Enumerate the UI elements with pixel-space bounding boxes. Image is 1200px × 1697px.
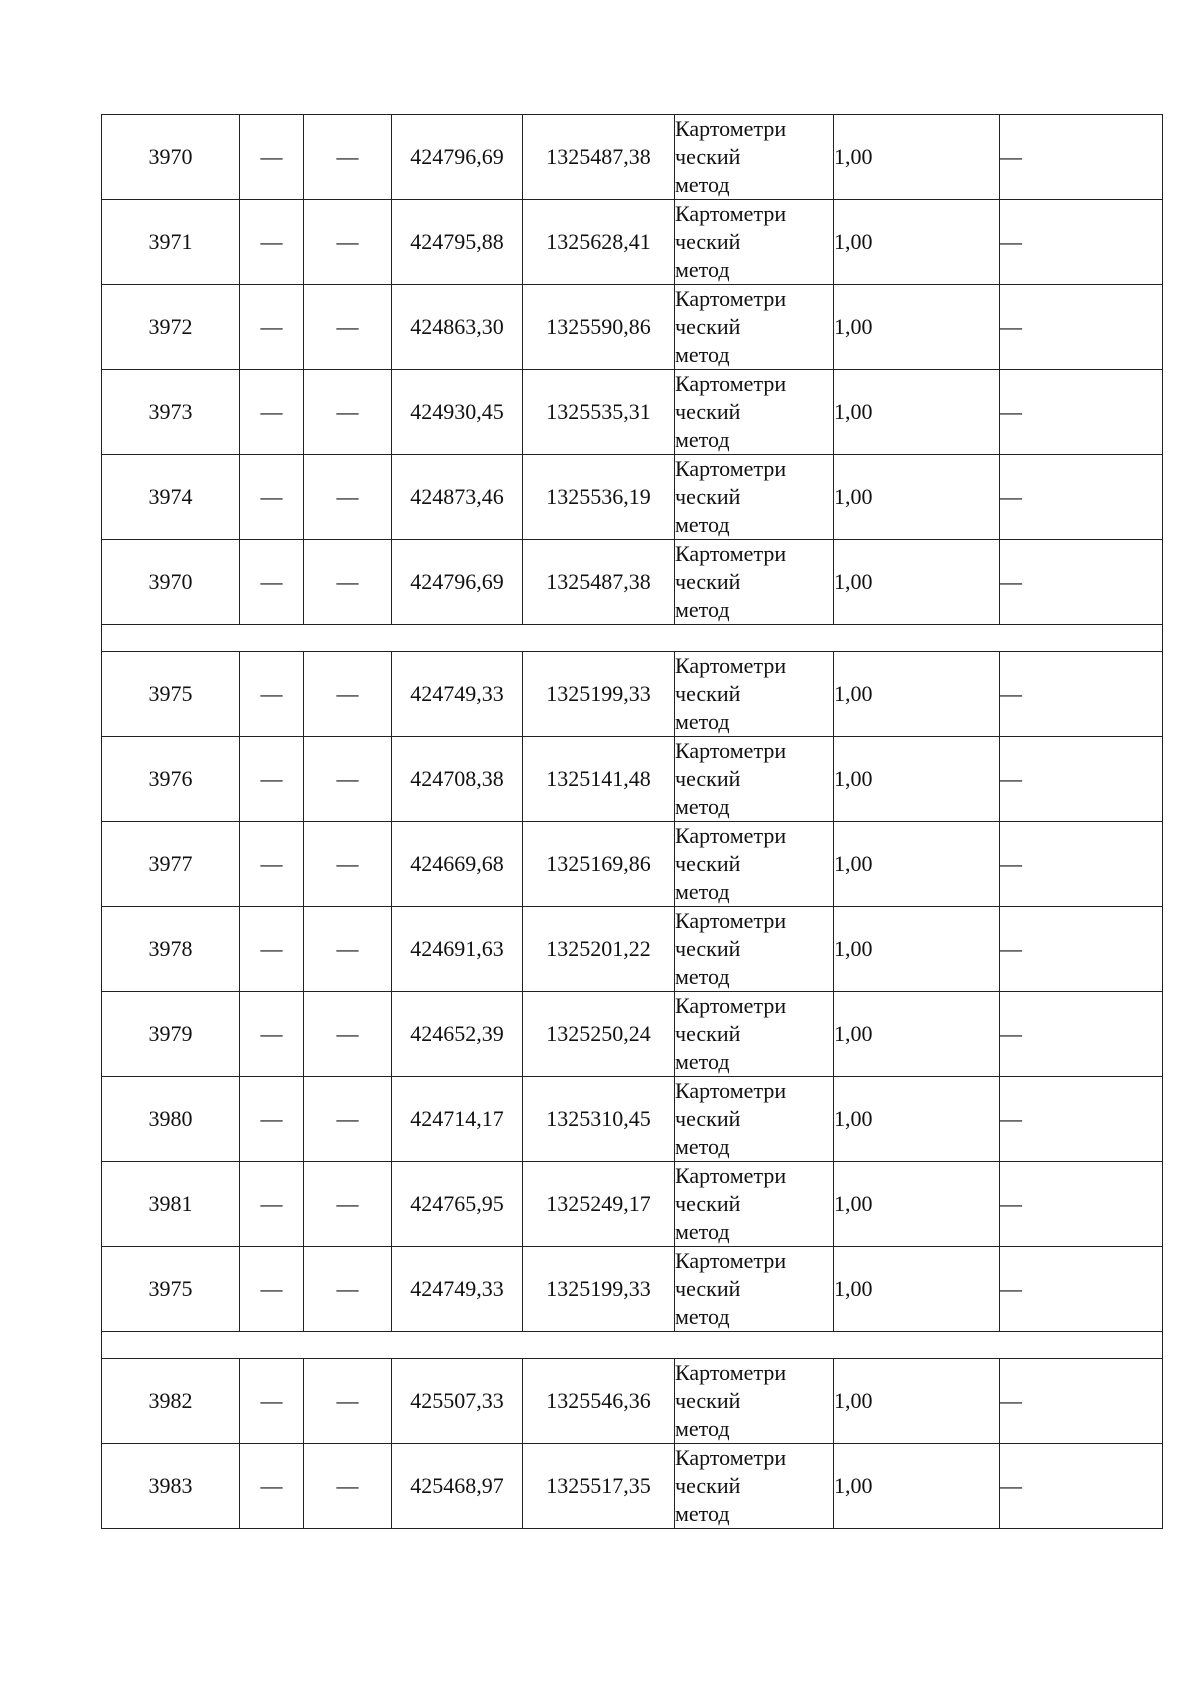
empty-cell bbox=[304, 285, 392, 370]
table-row bbox=[102, 200, 1163, 285]
y-text: 1325487,38 bbox=[546, 144, 651, 169]
dash-text: — bbox=[1000, 681, 1022, 706]
y-coordinate-cell bbox=[523, 540, 675, 625]
empty-cell bbox=[1000, 285, 1163, 370]
dash-text: — bbox=[1000, 766, 1022, 791]
empty-cell bbox=[1000, 1444, 1163, 1529]
accuracy-text: 1,00 bbox=[834, 399, 873, 424]
dash-text: — bbox=[1000, 851, 1022, 876]
dash-text: — bbox=[336, 1276, 359, 1301]
point-number-cell bbox=[102, 652, 240, 737]
dash-text: — bbox=[260, 399, 283, 424]
empty-cell bbox=[1000, 540, 1163, 625]
method-text: Картометри ческий метод bbox=[675, 371, 787, 452]
x-coordinate-cell bbox=[392, 1359, 523, 1444]
y-text: 1325546,36 bbox=[546, 1388, 651, 1413]
dash-text: — bbox=[336, 229, 359, 254]
x-text: 424796,69 bbox=[410, 144, 504, 169]
x-text: 424863,30 bbox=[410, 314, 504, 339]
dash-text: — bbox=[260, 229, 283, 254]
accuracy-text: 1,00 bbox=[834, 1106, 873, 1131]
accuracy-text: 1,00 bbox=[834, 144, 873, 169]
method-text: Картометри ческий метод bbox=[675, 1360, 787, 1441]
table-row bbox=[102, 455, 1163, 540]
x-coordinate-cell bbox=[392, 540, 523, 625]
x-text: 424749,33 bbox=[410, 681, 504, 706]
accuracy-cell bbox=[834, 200, 1000, 285]
x-text: 424691,63 bbox=[410, 936, 504, 961]
table-row bbox=[102, 652, 1163, 737]
method-text: Картометри ческий метод bbox=[675, 1445, 787, 1526]
accuracy-text: 1,00 bbox=[834, 1388, 873, 1413]
dash-text: — bbox=[260, 1473, 283, 1498]
dash-text: — bbox=[1000, 1388, 1022, 1413]
x-text: 425507,33 bbox=[410, 1388, 504, 1413]
empty-cell bbox=[240, 1444, 304, 1529]
method-text: Картометри ческий метод bbox=[675, 286, 787, 367]
table-row bbox=[102, 285, 1163, 370]
y-coordinate-cell bbox=[523, 200, 675, 285]
empty-cell bbox=[1000, 822, 1163, 907]
accuracy-text: 1,00 bbox=[834, 484, 873, 509]
empty-cell bbox=[1000, 115, 1163, 200]
y-coordinate-cell bbox=[523, 737, 675, 822]
y-text: 1325535,31 bbox=[546, 399, 651, 424]
y-text: 1325199,33 bbox=[546, 1276, 651, 1301]
dash-text: — bbox=[336, 399, 359, 424]
num-text: 3975 bbox=[148, 1276, 193, 1301]
table-row bbox=[102, 737, 1163, 822]
dash-text: — bbox=[260, 569, 283, 594]
dash-text: — bbox=[260, 1276, 283, 1301]
y-coordinate-cell bbox=[523, 1359, 675, 1444]
dash-text: — bbox=[336, 484, 359, 509]
y-coordinate-cell bbox=[523, 1444, 675, 1529]
empty-cell bbox=[304, 370, 392, 455]
dash-text: — bbox=[336, 936, 359, 961]
method-cell bbox=[675, 285, 834, 370]
method-text: Картометри ческий метод bbox=[675, 1248, 787, 1329]
empty-cell bbox=[304, 115, 392, 200]
method-cell bbox=[675, 737, 834, 822]
dash-text: — bbox=[260, 1388, 283, 1413]
point-number-cell bbox=[102, 285, 240, 370]
num-text: 3971 bbox=[148, 229, 193, 254]
dash-text: — bbox=[1000, 229, 1022, 254]
y-text: 1325169,86 bbox=[546, 851, 651, 876]
empty-cell bbox=[1000, 907, 1163, 992]
empty-cell bbox=[1000, 1162, 1163, 1247]
x-text: 424749,33 bbox=[410, 1276, 504, 1301]
dash-text: — bbox=[1000, 1021, 1022, 1046]
accuracy-text: 1,00 bbox=[834, 569, 873, 594]
y-coordinate-cell bbox=[523, 455, 675, 540]
dash-text: — bbox=[336, 569, 359, 594]
point-number-cell bbox=[102, 737, 240, 822]
dash-text: — bbox=[260, 1021, 283, 1046]
y-text: 1325249,17 bbox=[546, 1191, 651, 1216]
x-coordinate-cell bbox=[392, 115, 523, 200]
point-number-cell bbox=[102, 115, 240, 200]
empty-cell bbox=[240, 1247, 304, 1332]
coordinates-table bbox=[101, 114, 1163, 1529]
x-text: 424669,68 bbox=[410, 851, 504, 876]
x-text: 424714,17 bbox=[410, 1106, 504, 1131]
y-coordinate-cell bbox=[523, 822, 675, 907]
empty-cell bbox=[1000, 1077, 1163, 1162]
y-text: 1325201,22 bbox=[546, 936, 651, 961]
empty-cell bbox=[240, 652, 304, 737]
dash-text: — bbox=[1000, 569, 1022, 594]
dash-text: — bbox=[1000, 936, 1022, 961]
dash-text: — bbox=[260, 1191, 283, 1216]
x-text: 424765,95 bbox=[410, 1191, 504, 1216]
accuracy-text: 1,00 bbox=[834, 229, 873, 254]
table-row bbox=[102, 1359, 1163, 1444]
accuracy-cell bbox=[834, 285, 1000, 370]
dash-text: — bbox=[260, 681, 283, 706]
table-row bbox=[102, 992, 1163, 1077]
table-row bbox=[102, 1162, 1163, 1247]
y-coordinate-cell bbox=[523, 992, 675, 1077]
method-cell bbox=[675, 1247, 834, 1332]
empty-cell bbox=[304, 540, 392, 625]
empty-cell bbox=[1000, 1247, 1163, 1332]
y-text: 1325199,33 bbox=[546, 681, 651, 706]
accuracy-cell bbox=[834, 115, 1000, 200]
dash-text: — bbox=[1000, 1473, 1022, 1498]
empty-cell bbox=[240, 370, 304, 455]
method-cell bbox=[675, 1444, 834, 1529]
method-text: Картометри ческий метод bbox=[675, 1078, 787, 1159]
empty-cell bbox=[304, 652, 392, 737]
method-text: Картометри ческий метод bbox=[675, 201, 787, 282]
point-number-cell bbox=[102, 370, 240, 455]
num-text: 3970 bbox=[148, 144, 193, 169]
dash-text: — bbox=[336, 766, 359, 791]
num-text: 3977 bbox=[148, 851, 193, 876]
empty-cell bbox=[1000, 370, 1163, 455]
table-row bbox=[102, 1444, 1163, 1529]
method-text: Картометри ческий метод bbox=[675, 738, 787, 819]
accuracy-cell bbox=[834, 1162, 1000, 1247]
method-cell bbox=[675, 1077, 834, 1162]
table-separator-row bbox=[102, 1332, 1163, 1359]
accuracy-cell bbox=[834, 370, 1000, 455]
method-text: Картометри ческий метод bbox=[675, 541, 787, 622]
point-number-cell bbox=[102, 200, 240, 285]
method-cell bbox=[675, 992, 834, 1077]
dash-text: — bbox=[336, 144, 359, 169]
method-text: Картометри ческий метод bbox=[675, 1163, 787, 1244]
dash-text: — bbox=[260, 484, 283, 509]
table-row bbox=[102, 370, 1163, 455]
accuracy-cell bbox=[834, 540, 1000, 625]
empty-cell bbox=[240, 737, 304, 822]
x-text: 425468,97 bbox=[410, 1473, 504, 1498]
dash-text: — bbox=[260, 766, 283, 791]
dash-text: — bbox=[1000, 144, 1022, 169]
empty-cell bbox=[240, 1077, 304, 1162]
y-coordinate-cell bbox=[523, 1162, 675, 1247]
empty-cell bbox=[1000, 992, 1163, 1077]
accuracy-cell bbox=[834, 652, 1000, 737]
dash-text: — bbox=[336, 681, 359, 706]
empty-cell bbox=[240, 115, 304, 200]
point-number-cell bbox=[102, 1162, 240, 1247]
empty-cell bbox=[240, 200, 304, 285]
num-text: 3976 bbox=[148, 766, 193, 791]
y-coordinate-cell bbox=[523, 1247, 675, 1332]
accuracy-cell bbox=[834, 1247, 1000, 1332]
method-cell bbox=[675, 540, 834, 625]
accuracy-cell bbox=[834, 737, 1000, 822]
x-coordinate-cell bbox=[392, 285, 523, 370]
empty-cell bbox=[304, 1359, 392, 1444]
table-row bbox=[102, 1247, 1163, 1332]
empty-cell bbox=[240, 540, 304, 625]
empty-cell bbox=[304, 455, 392, 540]
accuracy-text: 1,00 bbox=[834, 851, 873, 876]
accuracy-cell bbox=[834, 822, 1000, 907]
coordinates-table-body bbox=[102, 115, 1163, 1529]
method-cell bbox=[675, 907, 834, 992]
accuracy-cell bbox=[834, 1444, 1000, 1529]
empty-cell bbox=[304, 200, 392, 285]
x-coordinate-cell bbox=[392, 1247, 523, 1332]
accuracy-cell bbox=[834, 455, 1000, 540]
dash-text: — bbox=[1000, 399, 1022, 424]
accuracy-text: 1,00 bbox=[834, 314, 873, 339]
empty-cell bbox=[304, 907, 392, 992]
accuracy-cell bbox=[834, 1359, 1000, 1444]
empty-cell bbox=[1000, 652, 1163, 737]
y-coordinate-cell bbox=[523, 115, 675, 200]
num-text: 3983 bbox=[148, 1473, 193, 1498]
x-coordinate-cell bbox=[392, 200, 523, 285]
num-text: 3979 bbox=[148, 1021, 193, 1046]
table-row bbox=[102, 115, 1163, 200]
num-text: 3978 bbox=[148, 936, 193, 961]
num-text: 3974 bbox=[148, 484, 193, 509]
method-text: Картометри ческий метод bbox=[675, 823, 787, 904]
empty-cell bbox=[240, 907, 304, 992]
dash-text: — bbox=[260, 314, 283, 339]
empty-cell bbox=[1000, 455, 1163, 540]
method-text: Картометри ческий метод bbox=[675, 993, 787, 1074]
dash-text: — bbox=[260, 936, 283, 961]
dash-text: — bbox=[1000, 484, 1022, 509]
accuracy-cell bbox=[834, 1077, 1000, 1162]
empty-cell bbox=[1000, 200, 1163, 285]
point-number-cell bbox=[102, 992, 240, 1077]
empty-cell bbox=[1000, 737, 1163, 822]
num-text: 3970 bbox=[148, 569, 193, 594]
y-coordinate-cell bbox=[523, 652, 675, 737]
point-number-cell bbox=[102, 907, 240, 992]
x-coordinate-cell bbox=[392, 1077, 523, 1162]
y-text: 1325590,86 bbox=[546, 314, 651, 339]
method-text: Картометри ческий метод bbox=[675, 908, 787, 989]
empty-cell bbox=[304, 1444, 392, 1529]
y-coordinate-cell bbox=[523, 1077, 675, 1162]
num-text: 3982 bbox=[148, 1388, 193, 1413]
x-text: 424652,39 bbox=[410, 1021, 504, 1046]
empty-cell bbox=[240, 1162, 304, 1247]
y-text: 1325517,35 bbox=[546, 1473, 651, 1498]
dash-text: — bbox=[1000, 314, 1022, 339]
y-coordinate-cell bbox=[523, 907, 675, 992]
empty-cell bbox=[304, 1247, 392, 1332]
accuracy-text: 1,00 bbox=[834, 766, 873, 791]
x-coordinate-cell bbox=[392, 455, 523, 540]
point-number-cell bbox=[102, 1359, 240, 1444]
point-number-cell bbox=[102, 540, 240, 625]
point-number-cell bbox=[102, 455, 240, 540]
y-text: 1325536,19 bbox=[546, 484, 651, 509]
num-text: 3972 bbox=[148, 314, 193, 339]
empty-cell bbox=[240, 285, 304, 370]
method-cell bbox=[675, 370, 834, 455]
point-number-cell bbox=[102, 1247, 240, 1332]
accuracy-text: 1,00 bbox=[834, 1473, 873, 1498]
x-coordinate-cell bbox=[392, 737, 523, 822]
method-cell bbox=[675, 455, 834, 540]
empty-cell bbox=[1000, 1359, 1163, 1444]
y-coordinate-cell bbox=[523, 285, 675, 370]
num-text: 3981 bbox=[148, 1191, 193, 1216]
dash-text: — bbox=[1000, 1276, 1022, 1301]
accuracy-text: 1,00 bbox=[834, 1276, 873, 1301]
empty-cell bbox=[304, 737, 392, 822]
accuracy-text: 1,00 bbox=[834, 1191, 873, 1216]
x-text: 424708,38 bbox=[410, 766, 504, 791]
y-text: 1325250,24 bbox=[546, 1021, 651, 1046]
x-text: 424930,45 bbox=[410, 399, 504, 424]
empty-cell bbox=[304, 992, 392, 1077]
empty-cell bbox=[240, 822, 304, 907]
x-coordinate-cell bbox=[392, 1444, 523, 1529]
num-text: 3975 bbox=[148, 681, 193, 706]
accuracy-text: 1,00 bbox=[834, 681, 873, 706]
accuracy-text: 1,00 bbox=[834, 1021, 873, 1046]
x-coordinate-cell bbox=[392, 907, 523, 992]
method-text: Картометри ческий метод bbox=[675, 456, 787, 537]
x-coordinate-cell bbox=[392, 822, 523, 907]
x-coordinate-cell bbox=[392, 1162, 523, 1247]
method-cell bbox=[675, 1359, 834, 1444]
table-row bbox=[102, 822, 1163, 907]
dash-text: — bbox=[336, 1473, 359, 1498]
method-cell bbox=[675, 1162, 834, 1247]
method-text: Картометри ческий метод bbox=[675, 653, 787, 734]
point-number-cell bbox=[102, 1077, 240, 1162]
x-coordinate-cell bbox=[392, 652, 523, 737]
dash-text: — bbox=[260, 144, 283, 169]
x-text: 424795,88 bbox=[410, 229, 504, 254]
point-number-cell bbox=[102, 1444, 240, 1529]
method-cell bbox=[675, 652, 834, 737]
accuracy-text: 1,00 bbox=[834, 936, 873, 961]
dash-text: — bbox=[1000, 1106, 1022, 1131]
x-text: 424796,69 bbox=[410, 569, 504, 594]
dash-text: — bbox=[1000, 1191, 1022, 1216]
separator-cell bbox=[102, 625, 1163, 652]
y-text: 1325487,38 bbox=[546, 569, 651, 594]
num-text: 3980 bbox=[148, 1106, 193, 1131]
empty-cell bbox=[240, 992, 304, 1077]
y-text: 1325141,48 bbox=[546, 766, 651, 791]
method-cell bbox=[675, 822, 834, 907]
x-coordinate-cell bbox=[392, 370, 523, 455]
y-text: 1325628,41 bbox=[546, 229, 651, 254]
dash-text: — bbox=[336, 1021, 359, 1046]
dash-text: — bbox=[260, 1106, 283, 1131]
table-row bbox=[102, 1077, 1163, 1162]
dash-text: — bbox=[336, 851, 359, 876]
table-row bbox=[102, 540, 1163, 625]
table-separator-row bbox=[102, 625, 1163, 652]
empty-cell bbox=[304, 1077, 392, 1162]
empty-cell bbox=[240, 1359, 304, 1444]
method-text: Картометри ческий метод bbox=[675, 116, 787, 197]
x-coordinate-cell bbox=[392, 992, 523, 1077]
dash-text: — bbox=[260, 851, 283, 876]
point-number-cell bbox=[102, 822, 240, 907]
accuracy-cell bbox=[834, 907, 1000, 992]
method-cell bbox=[675, 115, 834, 200]
num-text: 3973 bbox=[148, 399, 193, 424]
method-cell bbox=[675, 200, 834, 285]
accuracy-cell bbox=[834, 992, 1000, 1077]
empty-cell bbox=[304, 1162, 392, 1247]
separator-cell bbox=[102, 1332, 1163, 1359]
dash-text: — bbox=[336, 1191, 359, 1216]
y-text: 1325310,45 bbox=[546, 1106, 651, 1131]
empty-cell bbox=[240, 455, 304, 540]
dash-text: — bbox=[336, 314, 359, 339]
y-coordinate-cell bbox=[523, 370, 675, 455]
table-row bbox=[102, 907, 1163, 992]
x-text: 424873,46 bbox=[410, 484, 504, 509]
dash-text: — bbox=[336, 1106, 359, 1131]
empty-cell bbox=[304, 822, 392, 907]
dash-text: — bbox=[336, 1388, 359, 1413]
